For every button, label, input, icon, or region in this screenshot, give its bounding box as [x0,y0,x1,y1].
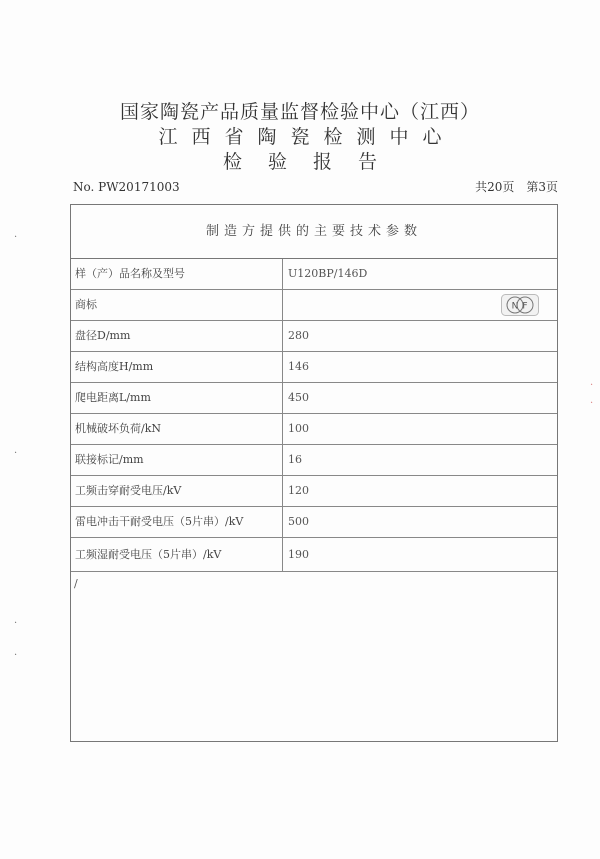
parameters-table [70,204,558,742]
param-value: 120 [288,484,309,497]
param-value: 146 [288,360,309,373]
param-label: 雷电冲击干耐受电压（5片串）/kV [71,507,283,537]
scan-mark: · [590,398,594,409]
param-value: 450 [288,391,309,404]
param-value: 16 [288,453,302,466]
param-label: 结构高度H/mm [71,352,283,382]
scan-mark: · [14,232,18,243]
remarks-text: / [74,577,78,590]
param-label: 爬电距离L/mm [71,383,283,413]
scan-mark: · [14,618,18,629]
param-label: 盘径D/mm [71,321,283,351]
param-label: 样（产）品名称及型号 [71,259,283,289]
param-label: 机械破坏负荷/kN [71,414,283,444]
report-title: 检验报告 [222,151,403,173]
table-row [71,321,557,352]
table-row [71,445,557,476]
param-label: 商标 [71,290,283,320]
scan-mark: · [590,380,594,391]
page-count: 共20页 第3页 [475,180,558,194]
param-label: 联接标记/mm [71,445,283,475]
scan-mark: · [14,650,18,661]
table-row [71,259,557,290]
param-value: U120BP/146D [288,267,368,280]
param-value [283,290,557,320]
table-row [71,414,557,445]
institution-title: 国家陶瓷产品质量监督检验中心（江西） [119,101,480,123]
trademark-logo [501,294,539,316]
param-label: 工频湿耐受电压（5片串）/kV [71,538,283,571]
table-row [71,290,557,321]
param-value: 100 [288,422,309,435]
table-row [71,476,557,507]
section-title: 制造方提供的主要技术参数 [71,205,557,259]
table-row [71,538,557,572]
param-value: 190 [288,548,309,561]
table-row [71,507,557,538]
svg-text:F: F [522,301,528,312]
scan-mark: · [14,448,18,459]
svg-text:N: N [511,301,519,312]
table-row [71,383,557,414]
table-row [71,352,557,383]
param-value: 500 [288,515,309,528]
institution-subtitle: 江西省陶瓷检测中心 [158,126,456,148]
param-value: 280 [288,329,309,342]
param-label: 工频击穿耐受电压/kV [71,476,283,506]
report-number: No. PW20171003 [73,180,180,194]
